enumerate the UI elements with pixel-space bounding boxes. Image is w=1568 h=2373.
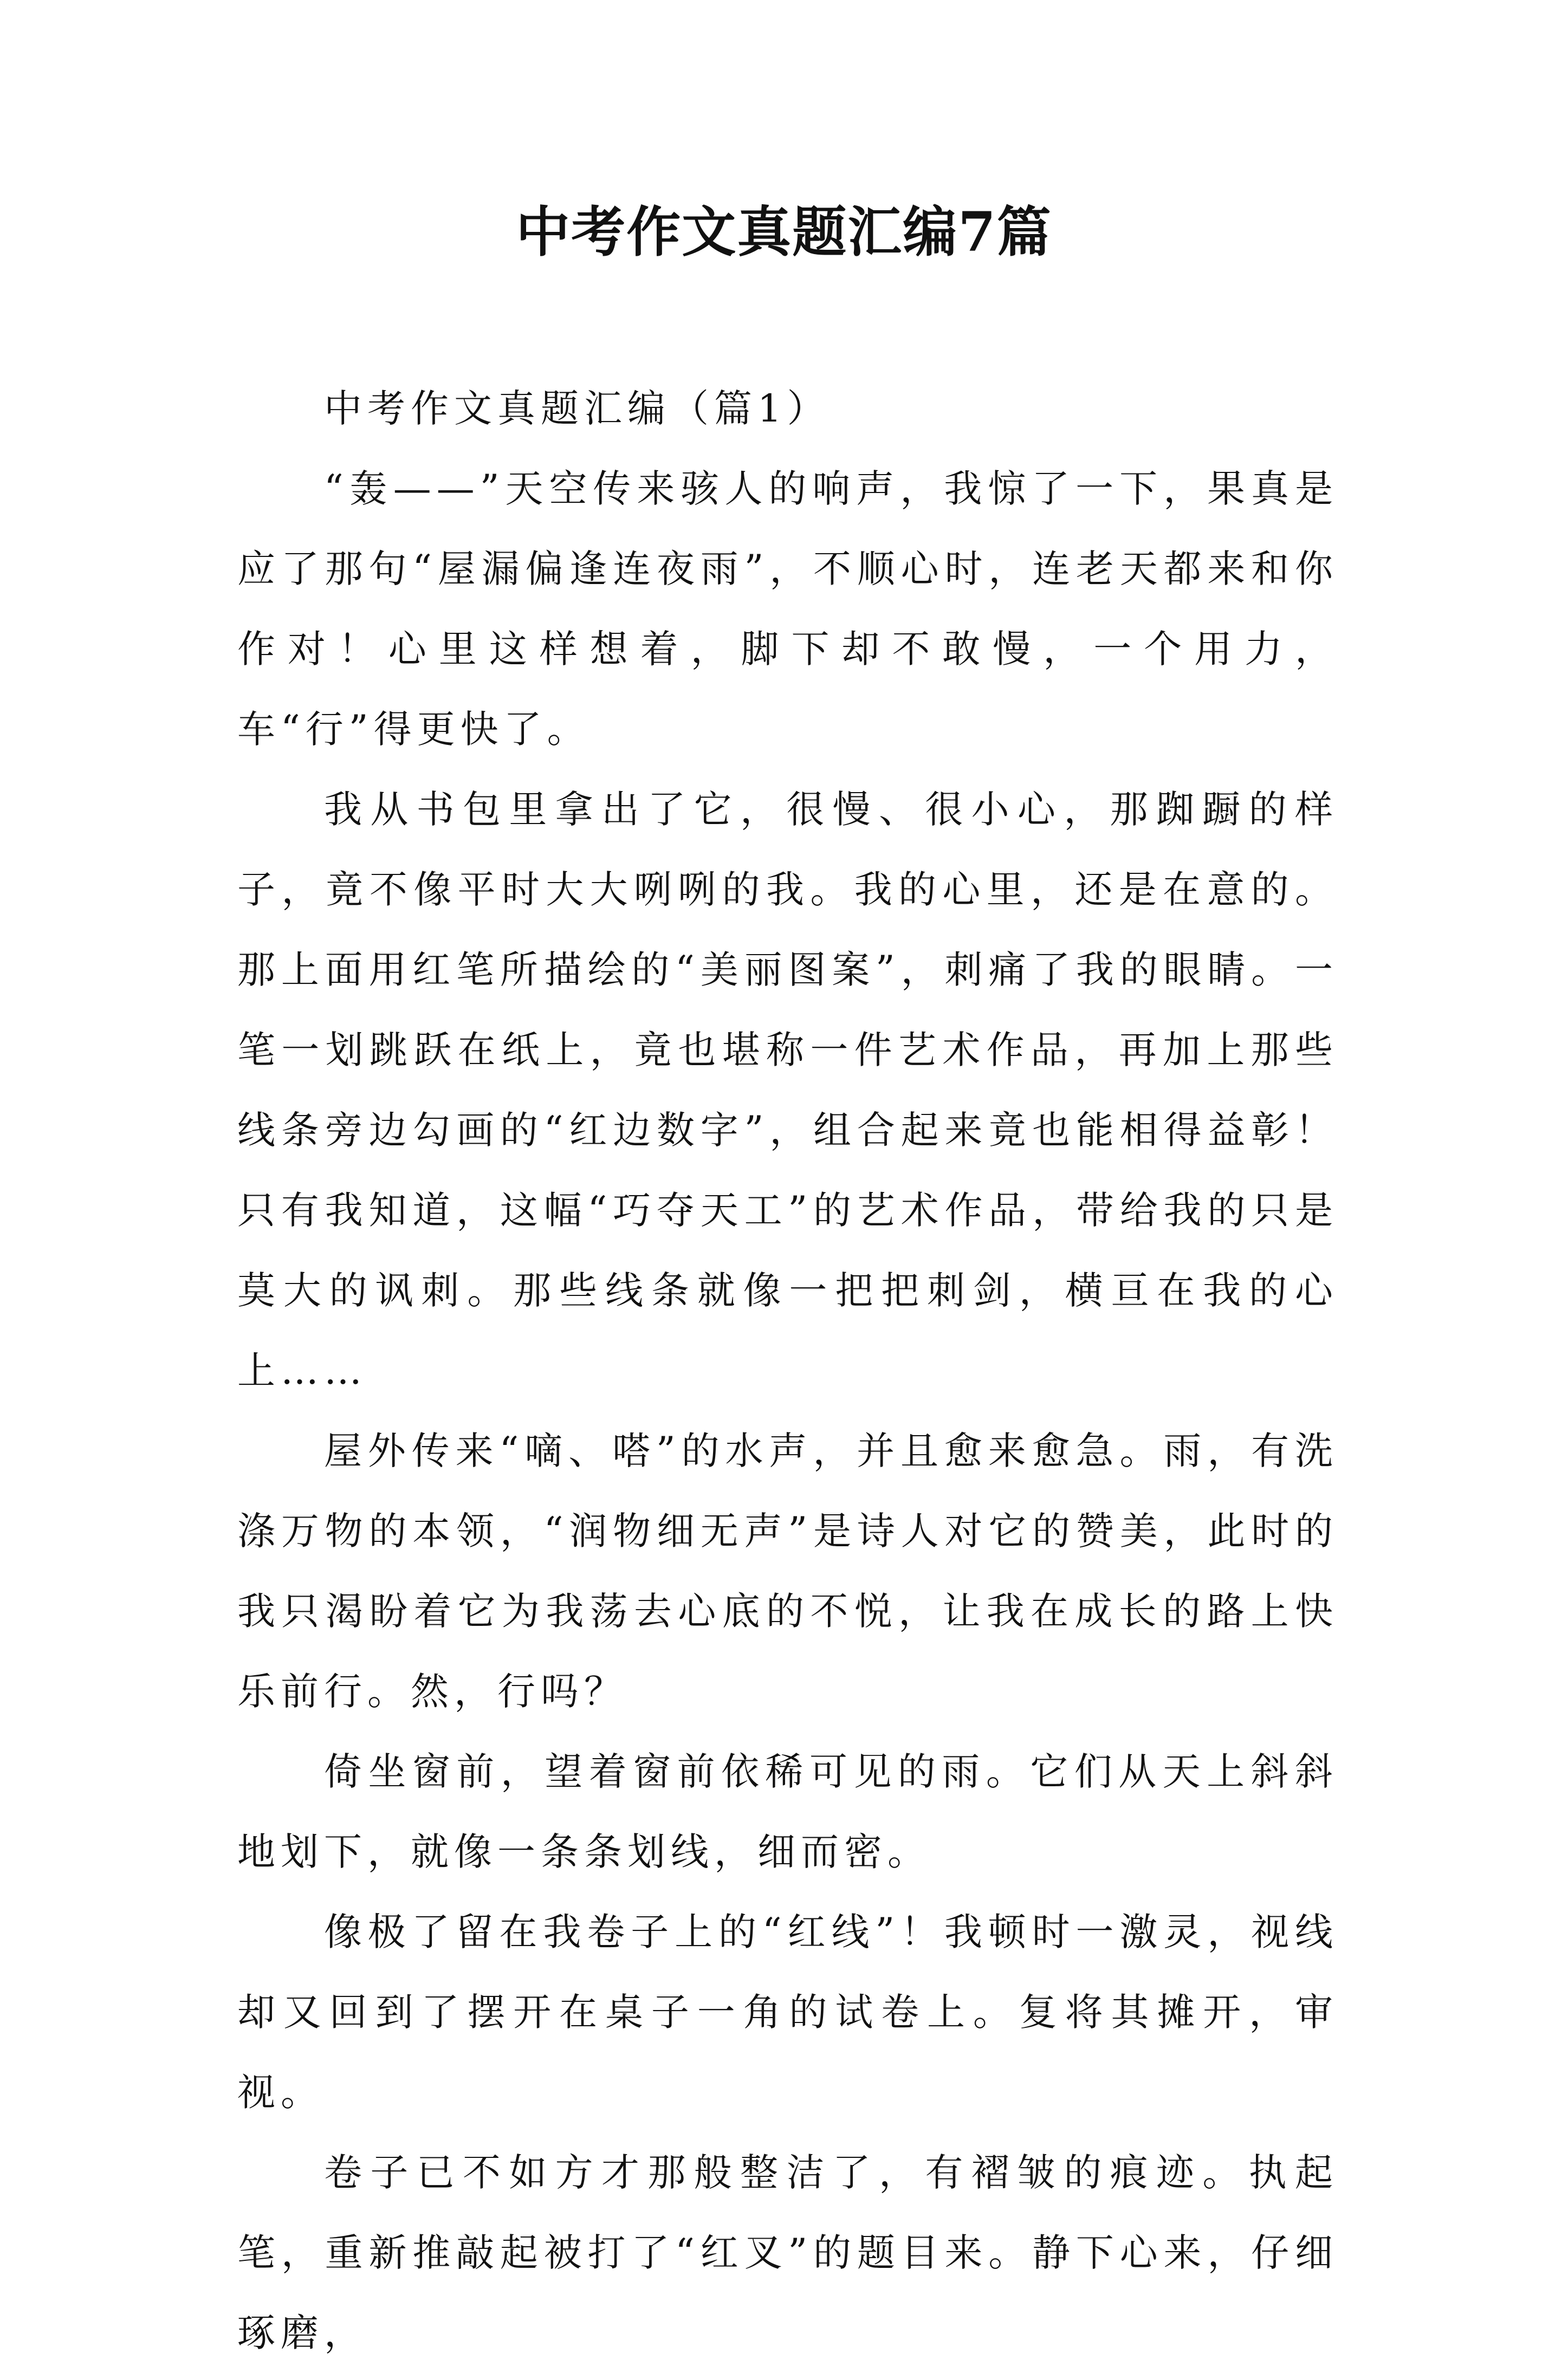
- document-title: 中考作文真题汇编7篇: [516, 200, 1052, 264]
- document-body: [237, 368, 1338, 2373]
- paragraph: 屋外传来“嘀、嗒”的水声，并且愈来愈急。雨，有洗涤万物的本领，“润物细无声”是诗人对它的赞美，此时的我只渴盼着它为我荡去心底的不悦，让我在成长的路上快乐前行。然，行吗？: [237, 1429, 1338, 1714]
- paragraph: 像极了留在我卷子上的“红线”！我顿时一激灵，视线却又回到了摆开在桌子一角的试卷上。复将其摊开，审视。: [237, 1910, 1338, 2115]
- section-heading: 中考作文真题汇编（篇1）: [324, 386, 831, 431]
- paragraph: 卷子已不如方才那般整洁了，有褶皱的痕迹。执起笔，重新推敲起被打了“红叉”的题目来。静下心来，仔细琢磨，: [237, 2150, 1338, 2355]
- paragraph: 我从书包里拿出了它，很慢、很小心，那踟蹰的样子，竟不像平时大大咧咧的我。我的心里，还是在意的。那上面用红笔所描绘的“美丽图案”，刺痛了我的眼睛。一笔一划跳跃在纸上，竟也堪称一件艺术作品，再加上那些线条旁边勾画的“红边数字”，组合起来竟也能相得益彰！只有我知道，这幅“巧夺天工”的艺术作品，带给我的只是莫大的讽刺。那些线条就像一把把刺剑，横亘在我的心上……: [237, 787, 1338, 1393]
- paragraph: “轰——”天空传来骇人的响声，我惊了一下，果真是应了那句“屋漏偏逢连夜雨”，不顺心时，连老天都来和你作对！心里这样想着，脚下却不敢慢，一个用力，车“行”得更快了。: [237, 466, 1338, 751]
- paragraph: 倚坐窗前，望着窗前依稀可见的雨。它们从天上斜斜地划下，就像一条条划线，细而密。: [237, 1749, 1338, 1874]
